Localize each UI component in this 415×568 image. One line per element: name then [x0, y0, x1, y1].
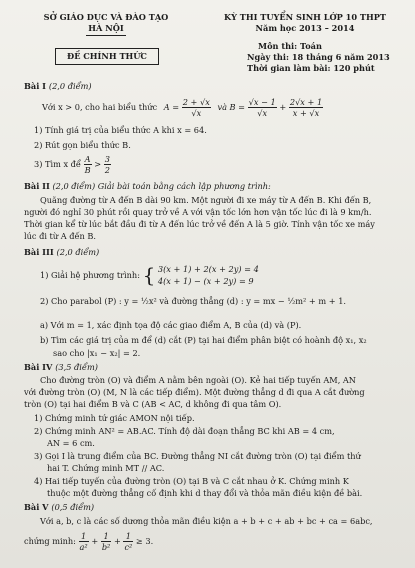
ratio-a-b-fraction — [84, 154, 92, 176]
bai4-line-2: với đường tròn (O) (M, N là các tiếp điểm). Một đường thẳng d đi qua A cắt đường — [24, 387, 365, 397]
inequality-tail: ≥ 3. — [135, 535, 154, 546]
bai2-line-3: Thời gian kể từ lúc bắt đầu đi từ A đến lúc trở về đến A là 5 giờ. Tính vận tốc xe máy — [24, 219, 375, 229]
bai5-points: (0,5 điểm) — [51, 502, 95, 512]
fraction-2-numerator: 1 — [101, 531, 112, 542]
three-halves-fraction — [104, 154, 111, 176]
bai2-line-1: Quãng đường từ A đến B dài 90 km. Một người đi xe máy từ A đến B. Khi đến B, — [40, 195, 372, 205]
bai4-question-3-line-1: 3) Gọi I là trung điểm của BC. Đường thẳng NI cắt đường tròn (O) tại điểm thứ — [34, 451, 361, 461]
ratio-numerator: A — [84, 154, 91, 164]
bai3-points: (2,0 điểm) — [56, 247, 100, 257]
bai4-question-2-line-1: 2) Chứng minh AN² = AB.AC. Tính độ dài đoạn thẳng BC khi AB = 4 cm, — [34, 426, 335, 436]
bai4-title: Bài IV — [24, 362, 53, 372]
fraction-one-over-a-squared — [79, 531, 89, 553]
city-name: HÀ NỘI — [88, 23, 124, 33]
bai4-line-3: tròn (O) tại hai điểm B và C (AB < AC, d không đi qua tâm O). — [24, 399, 282, 409]
bai3-question-b-line-1: b) Tìm các giá trị của m để (d) cắt (P) tại hai điểm phân biệt có hoành độ x₁, x₂ — [40, 335, 367, 345]
system-brace: { — [142, 263, 156, 287]
expr-b-denominator-2: x + √x — [292, 108, 320, 119]
bai4-question-4-line-2: thuộc một đường thẳng cố định khi d thay đổi và thỏa mãn điều kiện đề bài. — [47, 488, 363, 498]
fraction-2-denominator: b² — [101, 542, 111, 553]
bai5-prefix: chứng minh: — [24, 535, 76, 546]
expr-b-label: và B = — [217, 101, 246, 112]
department-name: SỞ GIÁO DỤC VÀ ĐÀO TẠO — [43, 12, 169, 22]
official-label: ĐỀ CHÍNH THỨC — [67, 51, 147, 61]
bai4-question-2-line-2: AN = 6 cm. — [47, 438, 95, 448]
school-year: Năm học 2013 – 2014 — [255, 23, 355, 33]
bai3-question-2: 2) Cho parabol (P) : y = ½x² và đường thẳng (d) : y = mx − ½m² + m + 1. — [40, 296, 347, 306]
bai1-title: Bài I — [24, 81, 47, 91]
exam-title: KỲ THI TUYỂN SINH LỚP 10 THPT — [223, 12, 386, 22]
expr-a-label: A = — [163, 101, 180, 112]
three-halves-denominator: 2 — [104, 165, 110, 176]
equation-system — [158, 263, 259, 287]
expr-b-fraction-2 — [289, 97, 323, 119]
expr-a-denominator: √x — [191, 108, 202, 119]
plus-sign: + — [279, 101, 287, 112]
bai5-heading — [24, 502, 94, 512]
three-halves-numerator: 3 — [104, 154, 110, 164]
bai4-question-1: 1) Chứng minh tứ giác AMON nội tiếp. — [34, 413, 195, 423]
fraction-1-numerator: 1 — [79, 531, 89, 542]
bai2-title: Bài II — [24, 181, 50, 191]
bai4-line-1: Cho đường tròn (O) và điểm A nằm bên ngoài (O). Kẻ hai tiếp tuyến AM, AN — [40, 375, 356, 385]
bai5-inequality: chứng minh: $\frac{1}{\text{a²}}$ + $\frac{1}{\text{b²}}$ + $\frac{1}{\text{c²}}$ ≥ 3. — [24, 531, 154, 553]
bai1-question-2: 2) Rút gọn biểu thức B. — [34, 140, 131, 150]
fraction-1-denominator: a² — [79, 542, 88, 553]
bai1-intro: Với x > 0, cho hai biểu thức — [42, 101, 158, 112]
equation-2: 4(x + 1) − (x + 2y) = 9 — [157, 276, 254, 286]
bai3-question-b-line-2: sao cho |x₁ − x₂| = 2. — [53, 348, 141, 358]
fraction-one-over-b-squared — [101, 531, 112, 553]
bai4-heading — [24, 362, 98, 372]
expr-b-numerator-1: √x − 1 — [248, 97, 276, 107]
expr-a-fraction — [182, 97, 211, 119]
subject-line: Môn thi: Toán — [258, 41, 322, 51]
greater-sign: > — [94, 158, 102, 169]
duration-line: Thời gian làm bài: 120 phút — [247, 63, 375, 73]
expr-b-denominator-1: √x — [257, 108, 268, 119]
bai4-question-4-line-1: 4) Hai tiếp tuyến của đường tròn (O) tại B và C cắt nhau ở K. Chứng minh K — [34, 476, 349, 486]
bai3-question-1 — [40, 263, 259, 287]
fraction-3-denominator: c² — [124, 542, 133, 553]
bai3-heading — [24, 247, 99, 257]
expr-b-fraction-1 — [248, 97, 277, 119]
bai5-line-1: Với a, b, c là các số dương thỏa mãn điều kiện a + b + c + ab + bc + ca = 6abc, — [40, 516, 373, 526]
exam-date-line: Ngày thi: 18 tháng 6 năm 2013 — [247, 52, 390, 62]
bai4-question-3-line-2: hai T. Chứng minh MT // AC. — [47, 463, 165, 473]
bai1-heading — [24, 81, 92, 91]
bai1-question-1: 1) Tính giá trị của biểu thức A khi x = 64. — [34, 125, 207, 135]
bai1-question-3 — [34, 154, 111, 176]
bai2-heading — [24, 181, 271, 191]
ratio-denominator: B — [84, 165, 91, 176]
expr-a-numerator: 2 + √x — [182, 97, 210, 107]
bai3-title: Bài III — [24, 247, 54, 257]
bai1-points: (2,0 điểm) — [48, 81, 92, 91]
expr-b-numerator-2: 2√x + 1 — [289, 97, 323, 107]
fraction-3-numerator: 1 — [123, 531, 133, 542]
bai2-instruction: Giải bài toán bằng cách lập phương trình: — [97, 181, 271, 191]
equation-1: 3(x + 1) + 2(x + 2y) = 4 — [157, 264, 259, 274]
header-left-underline — [86, 35, 126, 36]
fraction-one-over-c-squared — [123, 531, 133, 553]
bai1-expression — [42, 97, 323, 119]
bai2-points: (2,0 điểm) — [52, 181, 96, 191]
bai2-line-4: lúc đi từ A đến B. — [24, 231, 96, 241]
bai3-q1-prefix: 1) Giải hệ phương trình: — [40, 269, 140, 280]
bai1-q3-prefix: 3) Tìm x để — [34, 158, 81, 169]
bai5-title: Bài V — [24, 502, 49, 512]
bai2-line-2: người đó nghỉ 30 phút rồi quay trở về A với vận tốc lớn hơn vận tốc lúc đi là 9 km/h. — [24, 207, 372, 217]
bai3-question-a: a) Với m = 1, xác định tọa độ các giao điểm A, B của (d) và (P). — [40, 320, 302, 330]
bai4-points: (3,5 điểm) — [55, 362, 98, 372]
